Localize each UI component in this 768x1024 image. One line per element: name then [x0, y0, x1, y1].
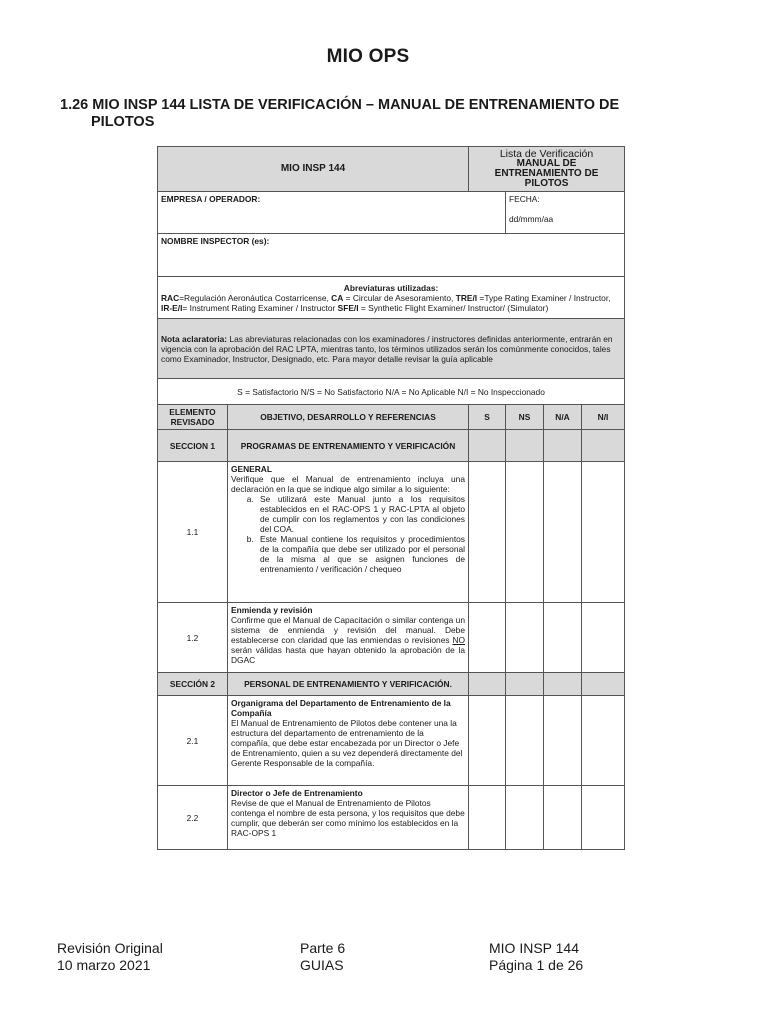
table-row — [158, 462, 625, 603]
item-description — [228, 603, 469, 673]
section2-code: SECCIÓN 2 — [158, 673, 228, 696]
check-na[interactable] — [544, 696, 582, 786]
check-ni[interactable] — [582, 603, 625, 673]
checklist-table — [157, 146, 625, 850]
footer-part-label: Parte 6 — [300, 940, 346, 956]
table-header-row — [158, 147, 625, 192]
section2-ni — [582, 673, 625, 696]
note-cell — [158, 319, 625, 379]
col-header-elemento: ELEMENTO REVISADO — [158, 405, 228, 430]
section2-s — [469, 673, 506, 696]
fecha-value: dd/mmm/aa — [509, 214, 554, 224]
abbreviations-row — [158, 277, 625, 319]
footer-doc — [489, 940, 583, 974]
check-ns[interactable] — [506, 462, 544, 603]
check-s[interactable] — [469, 786, 506, 850]
empresa-label: EMPRESA / OPERADOR: — [161, 194, 261, 204]
section-heading-line1: 1.26 MIO INSP 144 LISTA DE VERIFICACIÓN – MANUAL DE ENTRENAMIENTO DE — [60, 97, 620, 113]
section1-code: SECCION 1 — [158, 430, 228, 462]
section1-na — [544, 430, 582, 462]
abbreviations-text: RAC=Regulación Aeronáutica Costarricense, CA = Circular de Asesoramiento, TRE/I =Type Rating Examiner / Instructor, IR-E/I= Instrument Rating Examiner / Instructor SFE/I = Synthetic Flight Examiner/ Instructor/ (Simulator) — [161, 292, 611, 313]
check-ni[interactable] — [582, 696, 625, 786]
check-s[interactable] — [469, 462, 506, 603]
page-title: MIO OPS — [326, 46, 410, 67]
section-heading — [60, 97, 660, 131]
item-text: Revise de que el Manual de Entrenamiento de Pilotos contenga el nombre de esta persona, y los requisitos que debe cumplir, que deberán ser como mínimo los establecidos en la RAC-OPS 1 — [231, 798, 465, 838]
inspector-label: NOMBRE INSPECTOR (es): — [161, 236, 270, 246]
footer-revision-label: Revisión Original — [57, 940, 163, 956]
item-title: Organigrama del Departamento de Entrenamiento de la Compañía — [231, 698, 451, 718]
item-number: 2.1 — [158, 696, 228, 786]
item-number: 1.1 — [158, 462, 228, 603]
inspector-row — [158, 234, 625, 277]
table-row — [158, 786, 625, 850]
column-header-row — [158, 405, 625, 430]
legend-row — [158, 379, 625, 405]
section1-row — [158, 430, 625, 462]
form-code-cell — [158, 147, 469, 192]
check-ni[interactable] — [582, 786, 625, 850]
section1-title: PROGRAMAS DE ENTRENAMIENTO Y VERIFICACIÓN — [228, 430, 469, 462]
item-title: GENERAL — [231, 464, 272, 474]
check-na[interactable] — [544, 603, 582, 673]
section2-na — [544, 673, 582, 696]
note-text: Las abreviaturas relacionadas con los examinadores / instructores definidas anteriormente, entrarán en vigencia con la aprobación del RAC LPTA, mientras tanto, los términos utilizados serán los comúnmente conocidos, tales como Examinador, Instructor, Designado, etc. Para mayor detalle revisar la guía aplicable — [161, 333, 613, 364]
footer-part — [300, 940, 345, 974]
fecha-field[interactable] — [506, 192, 625, 234]
check-ns[interactable] — [506, 603, 544, 673]
table-row — [158, 603, 625, 673]
check-ni[interactable] — [582, 462, 625, 603]
col-header-s: S — [469, 405, 506, 430]
item-number: 2.2 — [158, 786, 228, 850]
footer-revision — [57, 940, 163, 974]
footer-revision-date: 10 marzo 2021 — [57, 957, 151, 973]
abbreviations-title: Abreviaturas utilizadas: — [343, 282, 439, 293]
section2-row — [158, 673, 625, 696]
section1-ni — [582, 430, 625, 462]
check-na[interactable] — [544, 462, 582, 603]
check-ns[interactable] — [506, 786, 544, 850]
item-number: 1.2 — [158, 603, 228, 673]
check-ns[interactable] — [506, 696, 544, 786]
inspector-field[interactable] — [158, 234, 625, 277]
col-header-ni: N/I — [582, 405, 625, 430]
section2-ns — [506, 673, 544, 696]
col-header-na: N/A — [544, 405, 582, 430]
item-description — [228, 786, 469, 850]
section2-title: PERSONAL DE ENTRENAMIENTO Y VERIFICACIÓN. — [228, 673, 469, 696]
legend-cell — [158, 379, 625, 405]
table-row — [158, 696, 625, 786]
note-row — [158, 319, 625, 379]
check-s[interactable] — [469, 603, 506, 673]
list-item: a. Se utilizará este Manual junto a los requisitos establecidos en el RAC-OPS 1 y RAC-LPTA al objeto de cumplir con los reglamentos y con las condiciones del COA. — [256, 494, 465, 534]
item-description — [228, 462, 469, 603]
note-label: Nota aclaratoria: — [161, 333, 228, 344]
empresa-field[interactable] — [158, 192, 506, 234]
item-text: Confirme que el Manual de Capacitación o similar contenga un sistema de enmienda y revisión del manual. Debe establecerse con claridad que las enmiendas o revisiones NO serán válidas hasta que hayan obtenido la aprobación de la DGAC — [231, 615, 465, 665]
form-code: MIO INSP 144 — [280, 163, 346, 174]
section-heading-line2: PILOTOS — [91, 114, 155, 130]
item-title: Enmienda y revisión — [231, 605, 313, 615]
footer-part-name: GUIAS — [300, 957, 344, 973]
fecha-label: FECHA: — [509, 194, 540, 204]
col-header-ns: NS — [506, 405, 544, 430]
form-title-cell — [469, 147, 625, 192]
footer-page-number: Página 1 de 26 — [489, 957, 584, 973]
check-s[interactable] — [469, 696, 506, 786]
item-title: Director o Jefe de Entrenamiento — [231, 788, 363, 798]
section1-s — [469, 430, 506, 462]
item-text: Verifique que el Manual de entrenamiento incluya una declaración en la que se indique algo similar a lo siguiente: — [231, 474, 465, 494]
empresa-row — [158, 192, 625, 234]
form-title: MANUAL DE ENTRENAMIENTO DE PILOTOS — [494, 158, 599, 189]
item-text: El Manual de Entrenamiento de Pilotos debe contener una la estructura del departamento de entrenamiento de la compañía, que debe estar encabezada por un Director o Jefe de Entrenamiento, quien a su vez dependerá directamente del Gerente Responsable de la compañía. — [231, 718, 463, 768]
item-description — [228, 696, 469, 786]
check-na[interactable] — [544, 786, 582, 850]
abbreviations-cell — [158, 277, 625, 319]
section1-ns — [506, 430, 544, 462]
col-header-objetivo: OBJETIVO, DESARROLLO Y REFERENCIAS — [228, 405, 469, 430]
footer-doc-code: MIO INSP 144 — [489, 940, 580, 956]
legend-text: S = Satisfactorio N/S = No Satisfactorio N/A = No Aplicable N/I = No Inspeccionado — [237, 386, 545, 397]
list-item: b. Este Manual contiene los requisitos y procedimientos de la compañía que debe ser utilizado por el personal de la misma al que se asignen funciones de entrenamiento / verificación / chequeo — [256, 534, 465, 574]
form-subtitle: Lista de Verificación — [499, 148, 594, 160]
item-list — [231, 494, 465, 574]
